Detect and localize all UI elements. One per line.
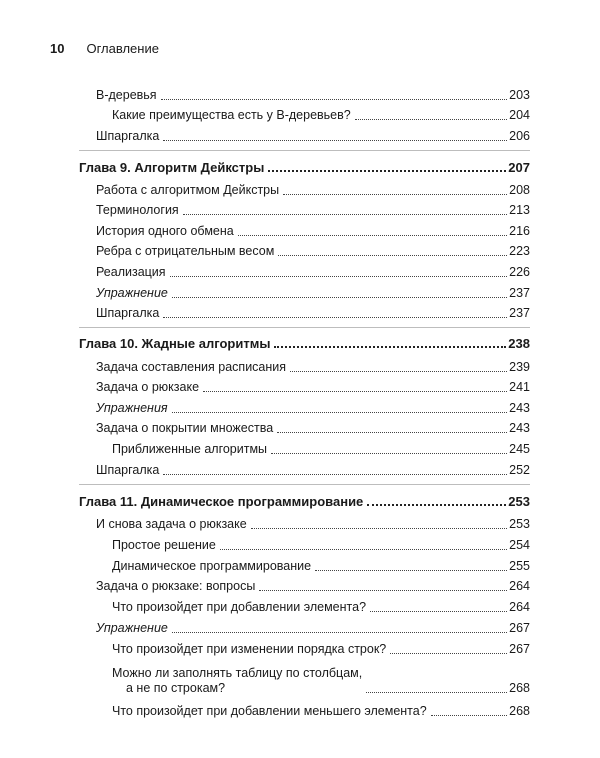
toc-entry-title: Шпаргалка bbox=[79, 306, 161, 321]
chapter-divider bbox=[79, 484, 530, 485]
dot-leader bbox=[172, 296, 507, 298]
dot-leader bbox=[271, 452, 507, 454]
toc-entry-page: 252 bbox=[509, 463, 530, 477]
dot-leader bbox=[315, 569, 507, 571]
chapter-page: 238 bbox=[508, 336, 530, 351]
toc-entry-title: Терминология bbox=[79, 203, 181, 218]
toc-entry-title: B-деревья bbox=[79, 88, 159, 103]
dot-leader bbox=[161, 98, 508, 100]
toc-entry-page: 241 bbox=[509, 380, 530, 394]
dot-leader bbox=[278, 254, 507, 256]
toc-entry-title-line-1: Можно ли заполнять таблицу по столбцам, bbox=[112, 666, 363, 680]
toc-entry-title bbox=[79, 666, 364, 696]
dot-leader bbox=[268, 169, 506, 172]
toc-entry-page: 245 bbox=[509, 442, 530, 456]
toc-entry-title: Что произойдет при добавлении элемента? bbox=[79, 600, 368, 615]
toc-entry-page: 204 bbox=[509, 108, 530, 122]
dot-leader bbox=[172, 411, 508, 413]
toc-entry-page: 239 bbox=[509, 360, 530, 374]
toc-entry-title: Реализация bbox=[79, 265, 168, 280]
toc-entry-title: Что произойдет при добавлении меньшего элемента? bbox=[79, 704, 429, 719]
toc-entry-page: 203 bbox=[509, 88, 530, 102]
toc-entry[interactable] bbox=[79, 579, 530, 594]
toc-entry-title: Шпаргалка bbox=[79, 129, 161, 144]
chapter-page: 253 bbox=[508, 494, 530, 509]
page-header bbox=[50, 41, 159, 56]
dot-leader bbox=[259, 589, 507, 591]
toc-chapter-10[interactable] bbox=[79, 336, 530, 351]
chapter-title: Глава 11. Динамическое программирование bbox=[79, 494, 364, 509]
toc-chapter-9[interactable] bbox=[79, 160, 530, 175]
toc-entry[interactable] bbox=[79, 244, 530, 259]
toc-entry-title: И снова задача о рюкзаке bbox=[79, 517, 249, 532]
dot-leader bbox=[277, 431, 507, 433]
toc-entry-title: Упражнение bbox=[79, 621, 170, 636]
toc-entry-page: 208 bbox=[509, 183, 530, 197]
toc-entry-title: Упражнения bbox=[79, 401, 170, 416]
toc-entry-title: Упражнение bbox=[79, 286, 170, 301]
chapter-title: Глава 10. Жадные алгоритмы bbox=[79, 336, 271, 351]
toc-entry[interactable] bbox=[79, 286, 530, 301]
chapter-page: 207 bbox=[508, 160, 530, 175]
toc-entry[interactable] bbox=[79, 559, 530, 574]
toc-entry[interactable] bbox=[79, 306, 530, 321]
toc-entry-title: Задача о рюкзаке: вопросы bbox=[79, 579, 257, 594]
toc-entry-page: 264 bbox=[509, 579, 530, 593]
toc-entry-title: Что произойдет при изменении порядка строк? bbox=[79, 642, 388, 657]
toc-entry-title: Работа с алгоритмом Дейкстры bbox=[79, 183, 281, 198]
toc-entry-page: 267 bbox=[509, 642, 530, 656]
dot-leader bbox=[370, 610, 507, 612]
toc-entry-page: 253 bbox=[509, 517, 530, 531]
dot-leader bbox=[274, 345, 506, 348]
dot-leader bbox=[366, 691, 507, 693]
toc-entry-page: 226 bbox=[509, 265, 530, 279]
toc-entry-page: 237 bbox=[509, 286, 530, 300]
toc-entry[interactable] bbox=[79, 88, 530, 103]
dot-leader bbox=[431, 714, 507, 716]
dot-leader bbox=[203, 390, 507, 392]
toc-entry-title: Шпаргалка bbox=[79, 463, 161, 478]
toc-entry-title: История одного обмена bbox=[79, 224, 236, 239]
toc-entry-title: Простое решение bbox=[79, 538, 218, 553]
dot-leader bbox=[390, 652, 507, 654]
toc-entry-title: Задача о покрытии множества bbox=[79, 421, 275, 436]
toc-entry[interactable] bbox=[79, 265, 530, 280]
toc-entry[interactable] bbox=[79, 621, 530, 636]
chapter-divider bbox=[79, 327, 530, 328]
toc-entry[interactable] bbox=[79, 183, 530, 198]
dot-leader bbox=[355, 118, 507, 120]
toc-entry-page: 237 bbox=[509, 306, 530, 320]
dot-leader bbox=[170, 275, 508, 277]
toc-entry[interactable] bbox=[79, 442, 530, 457]
toc-entry[interactable] bbox=[79, 666, 530, 696]
toc-entry-page: 216 bbox=[509, 224, 530, 238]
toc-entry[interactable] bbox=[79, 129, 530, 144]
toc-entry-page: 223 bbox=[509, 244, 530, 258]
toc-entry-title: Задача составления расписания bbox=[79, 360, 288, 375]
toc-entry[interactable] bbox=[79, 421, 530, 436]
toc-entry-page: 243 bbox=[509, 401, 530, 415]
dot-leader bbox=[220, 548, 507, 550]
toc-entry-page: 254 bbox=[509, 538, 530, 552]
toc-chapter-11[interactable] bbox=[79, 494, 530, 509]
dot-leader bbox=[163, 473, 507, 475]
toc-entry-page: 267 bbox=[509, 621, 530, 635]
toc-entry[interactable] bbox=[79, 108, 530, 123]
page-number: 10 bbox=[50, 41, 65, 56]
toc-entry-title: Динамическое программирование bbox=[79, 559, 313, 574]
toc-entry-title: Задача о рюкзаке bbox=[79, 380, 201, 395]
dot-leader bbox=[251, 527, 507, 529]
dot-leader bbox=[172, 631, 507, 633]
dot-leader bbox=[367, 503, 506, 506]
toc-entry[interactable] bbox=[79, 642, 530, 657]
toc-entry-title: Приближенные алгоритмы bbox=[79, 442, 269, 457]
toc-entry[interactable] bbox=[79, 380, 530, 395]
chapter-title: Глава 9. Алгоритм Дейкстры bbox=[79, 160, 265, 175]
dot-leader bbox=[163, 316, 507, 318]
toc-entry[interactable] bbox=[79, 600, 530, 615]
toc-entry-page: 255 bbox=[509, 559, 530, 573]
toc-entry[interactable] bbox=[79, 224, 530, 239]
toc-entry[interactable] bbox=[79, 360, 530, 375]
toc-entry[interactable] bbox=[79, 463, 530, 478]
toc-entry-title-line-2: а не по строкам? bbox=[126, 681, 226, 695]
toc-entry-title: Какие преимущества есть у B-деревьев? bbox=[79, 108, 353, 123]
toc-entry-page: 268 bbox=[509, 704, 530, 718]
chapter-divider bbox=[79, 150, 530, 151]
toc-entry[interactable] bbox=[79, 517, 530, 532]
dot-leader bbox=[290, 370, 507, 372]
toc-entry[interactable] bbox=[79, 704, 530, 719]
running-title: Оглавление bbox=[86, 41, 159, 56]
toc-entry-page: 264 bbox=[509, 600, 530, 614]
toc-entry[interactable] bbox=[79, 401, 530, 416]
toc-entry-page: 213 bbox=[509, 203, 530, 217]
toc-entry-page: 268 bbox=[509, 681, 530, 695]
toc-entry-title: Ребра с отрицательным весом bbox=[79, 244, 276, 259]
toc-entry-page: 206 bbox=[509, 129, 530, 143]
dot-leader bbox=[238, 234, 507, 236]
toc-entry[interactable] bbox=[79, 203, 530, 218]
toc-entry-page: 243 bbox=[509, 421, 530, 435]
dot-leader bbox=[283, 193, 507, 195]
toc-entry[interactable] bbox=[79, 538, 530, 553]
dot-leader bbox=[163, 139, 507, 141]
dot-leader bbox=[183, 213, 507, 215]
